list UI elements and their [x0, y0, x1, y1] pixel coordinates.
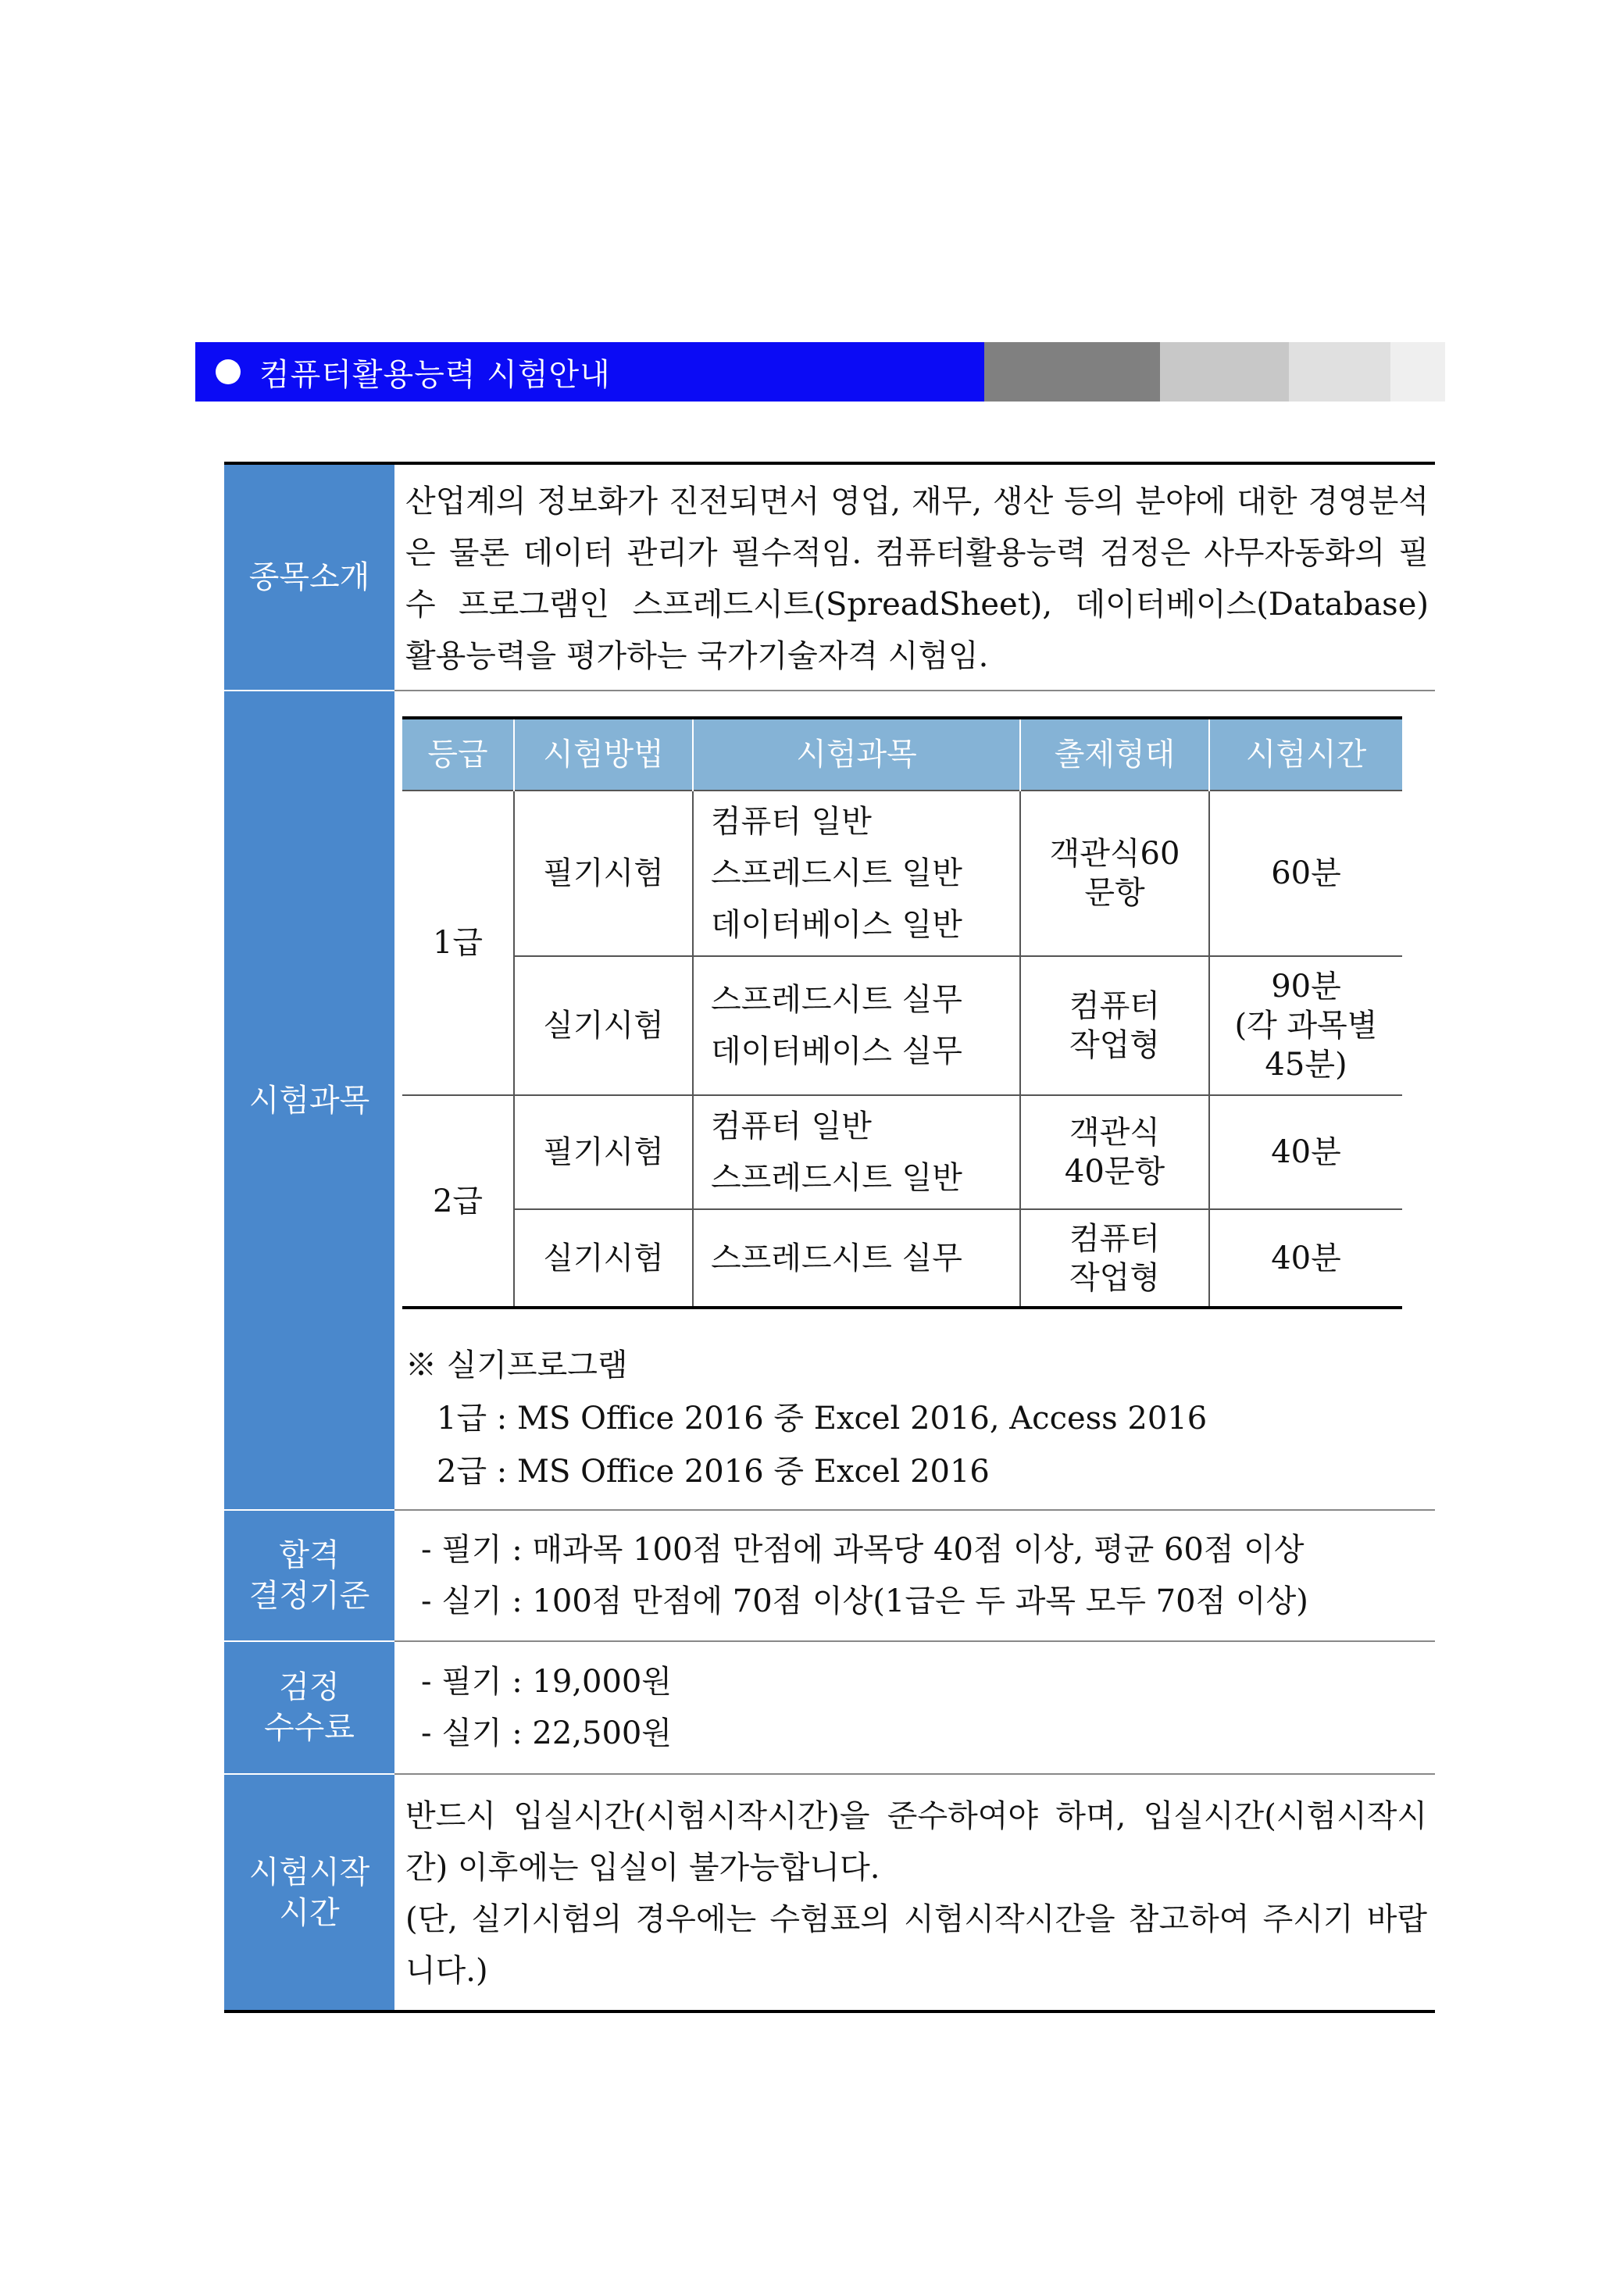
banner-gray-block-4 [1390, 342, 1445, 402]
start-time-label-line: 시간 [279, 1894, 340, 1931]
time-line: 90분 [1271, 969, 1341, 1005]
format-cell [1020, 791, 1209, 956]
pass-label [224, 1510, 394, 1641]
fee-item: - 필기 : 19,000원 [421, 1664, 673, 1700]
fee-label-line: 검정 [279, 1669, 340, 1705]
time-cell [1209, 1209, 1402, 1308]
subject-cell [693, 1209, 1020, 1308]
subject-line: 스프레드시트 일반 [711, 1160, 962, 1196]
time-cell [1209, 1095, 1402, 1209]
method-cell: 실기시험 [514, 956, 693, 1095]
format-line: 작업형 [1069, 1259, 1160, 1296]
header-format: 출제형태 [1020, 718, 1209, 791]
start-time-label-line: 시험시작 [248, 1854, 370, 1890]
program-note [402, 1317, 1435, 1509]
fee-item: - 실기 : 22,500원 [421, 1715, 673, 1751]
banner-title-bar [195, 342, 984, 402]
time-cell [1209, 956, 1402, 1095]
header-time: 시험시간 [1209, 718, 1402, 791]
format-cell [1020, 956, 1209, 1095]
subject-cell [693, 956, 1020, 1095]
program-note-title: ※ 실기프로그램 [405, 1347, 628, 1383]
start-time-text: 반드시 입실시간(시험시작시간)을 준수하여야 하며, 입실시간(시험시작시간) 이후에는 입실이 불가능합니다. [405, 1797, 1427, 1886]
time-line: 40분 [1271, 1134, 1341, 1170]
fee-label-line: 수수료 [264, 1710, 355, 1746]
time-line: 45분) [1265, 1047, 1347, 1083]
grade-cell: 2급 [402, 1095, 514, 1308]
exam-info-table [224, 462, 1435, 2013]
table-row [402, 956, 1402, 1095]
start-time-label [224, 1774, 394, 2011]
format-line: 40문항 [1064, 1154, 1165, 1190]
pass-content [394, 1510, 1435, 1641]
subjects-header-row [402, 718, 1402, 791]
grade-cell: 1급 [402, 791, 514, 1095]
intro-content [394, 463, 1435, 691]
intro-text: 산업계의 정보화가 진전되면서 영업, 재무, 생산 등의 분야에 대한 경영분석은 물론 데이터 관리가 필수적임. 컴퓨터활용능력 검정은 사무자동화의 필수 프로그램인 스프레드시트(SpreadSheet), 데이터베이스(Database) 활용능력을 평가하는 국가기술자격 시험임. [405, 484, 1429, 674]
table-row [402, 1095, 1402, 1209]
fee-label [224, 1641, 394, 1774]
format-cell [1020, 1095, 1209, 1209]
banner-gray-block-1 [984, 342, 1160, 402]
header-grade: 등급 [402, 718, 514, 791]
pass-label-line: 결정기준 [248, 1578, 370, 1614]
subject-line: 스프레드시트 실무 [711, 982, 962, 1018]
table-row [402, 791, 1402, 956]
subjects-row [224, 691, 1435, 1510]
subject-line: 컴퓨터 일반 [711, 1108, 872, 1144]
program-note-line: 1급 : MS Office 2016 중 Excel 2016, Access 2016 [437, 1401, 1208, 1437]
subjects-table [402, 716, 1402, 1309]
format-line: 객관식 [1069, 1115, 1160, 1151]
format-cell [1020, 1209, 1209, 1308]
method-cell: 실기시험 [514, 1209, 693, 1308]
fee-content [394, 1641, 1435, 1774]
subject-cell [693, 791, 1020, 956]
format-line: 컴퓨터 [1069, 988, 1160, 1024]
program-note-line: 2급 : MS Office 2016 중 Excel 2016 [437, 1454, 990, 1490]
banner-gray-block-2 [1160, 342, 1289, 402]
start-time-content [394, 1774, 1435, 2011]
banner-gray-block-3 [1289, 342, 1390, 402]
time-line: 40분 [1271, 1240, 1341, 1276]
header-method: 시험방법 [514, 718, 693, 791]
time-line: (각 과목별 [1234, 1008, 1378, 1044]
table-row [402, 1209, 1402, 1308]
section-banner [195, 342, 1445, 402]
start-time-row [224, 1774, 1435, 2011]
subject-line: 스프레드시트 일반 [711, 855, 962, 891]
method-cell: 필기시험 [514, 1095, 693, 1209]
banner-title: 컴퓨터활용능력 시험안내 [259, 356, 611, 393]
time-cell [1209, 791, 1402, 956]
header-subject: 시험과목 [693, 718, 1020, 791]
method-cell: 필기시험 [514, 791, 693, 956]
subject-line: 데이터베이스 실무 [711, 1033, 962, 1069]
start-time-note: (단, 실기시험의 경우에는 수험표의 시험시작시간을 참고하여 주시기 바랍니다.) [405, 1901, 1427, 1989]
subject-line: 스프레드시트 실무 [711, 1240, 962, 1276]
intro-label: 종목소개 [224, 463, 394, 691]
pass-label-line: 합격 [279, 1537, 340, 1573]
format-line: 문항 [1084, 875, 1145, 911]
subjects-label: 시험과목 [224, 691, 394, 1510]
subjects-content [394, 691, 1435, 1510]
bullet-circle-icon [216, 359, 241, 384]
subject-line: 컴퓨터 일반 [711, 804, 872, 840]
intro-row [224, 463, 1435, 691]
subject-line: 데이터베이스 일반 [711, 907, 962, 943]
pass-row [224, 1510, 1435, 1641]
subject-cell [693, 1095, 1020, 1209]
format-line: 컴퓨터 [1069, 1220, 1160, 1257]
format-line: 작업형 [1069, 1027, 1160, 1063]
format-line: 객관식60 [1049, 836, 1180, 872]
fee-row [224, 1641, 1435, 1774]
time-line: 60분 [1271, 855, 1341, 891]
pass-criterion: - 필기 : 매과목 100점 만점에 과목당 40점 이상, 평균 60점 이상 [421, 1532, 1305, 1568]
pass-criterion: - 실기 : 100점 만점에 70점 이상(1급은 두 과목 모두 70점 이상) [421, 1583, 1308, 1619]
